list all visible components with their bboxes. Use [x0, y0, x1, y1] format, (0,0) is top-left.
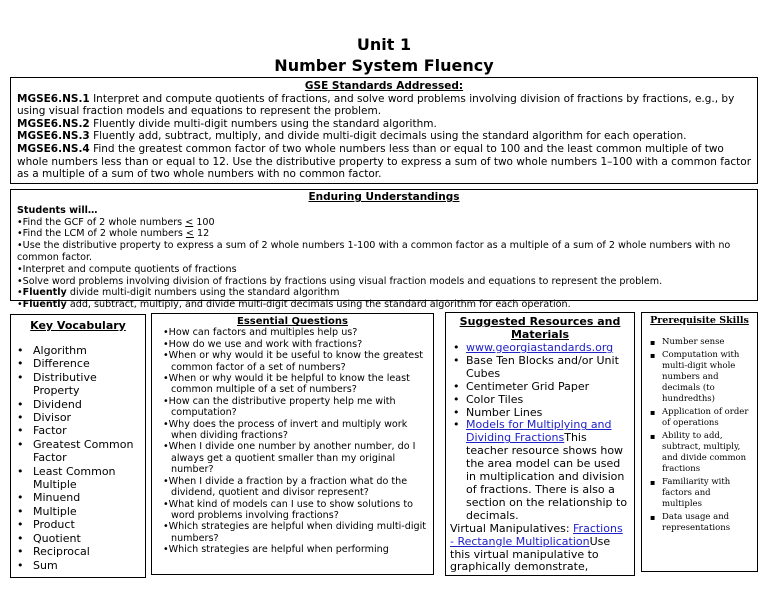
gse-standards-box	[10, 77, 758, 184]
prereq-item: ▪ Computation with multi-digit whole numbers and decimals (to hundredths)	[646, 350, 753, 405]
question-item: • When I divide a fraction by a fraction what do the dividend, quotient and divisor represent?	[157, 476, 428, 499]
standard-code: MGSE6.NS.3	[17, 130, 90, 143]
resource-item: • Centimeter Grid Paper	[450, 381, 630, 394]
prereq-item: ▪ Familiarity with factors and multiples	[646, 477, 753, 510]
prereq-list	[646, 337, 753, 534]
resources-list	[450, 342, 630, 574]
le-symbol: <	[185, 228, 194, 240]
vocab-item: • Divisor	[17, 411, 139, 424]
resource-item: • Color Tiles	[450, 394, 630, 407]
resource-item	[450, 342, 630, 355]
item-bold: Fluently	[22, 287, 67, 299]
vocab-item: • Dividend	[17, 398, 139, 411]
question-item: • How can factors and multiples help us?	[157, 327, 428, 338]
item-text: 100	[193, 216, 215, 228]
vocab-item: • Sum	[17, 559, 139, 572]
list-item: • Interpret and compute quotients of fractions	[17, 264, 751, 276]
list-item	[17, 228, 751, 240]
fractions-rectangle-link[interactable]: Fractions - Rectangle Multiplication	[450, 521, 623, 548]
standard-code: MGSE6.NS.1	[17, 92, 90, 105]
vocab-item: • Factor	[17, 424, 139, 437]
list-item	[17, 299, 751, 311]
question-item: • When or why would it be helpful to know the least common multiple of a set of numbers?	[157, 373, 428, 396]
essential-questions-box	[151, 313, 434, 575]
vocab-item: • Reciprocal	[17, 545, 139, 558]
item-text: Find the GCF of 2 whole numbers	[22, 216, 186, 228]
prereq-item: ▪ Ability to add, subtract, multiply, and divide common fractions	[646, 431, 753, 475]
georgiastandards-link[interactable]: www.georgiastandards.org	[466, 341, 614, 354]
vocab-item: • Product	[17, 518, 139, 531]
question-item: • When I divide one number by another number, do I always get a quotient smaller than my original number?	[157, 441, 428, 475]
resource-description: Use this virtual manipulative to graphically demonstrate,	[450, 534, 611, 574]
item-text: divide multi-digit numbers using the standard algorithm	[66, 287, 340, 299]
questions-list	[157, 327, 428, 555]
standard-ns2	[17, 118, 751, 131]
standard-code: MGSE6.NS.2	[17, 117, 90, 130]
question-item: • Which strategies are helpful when performing	[157, 544, 428, 555]
key-vocabulary-box	[10, 314, 146, 578]
virtual-manipulatives-label: Virtual Manipulatives:	[450, 521, 574, 535]
unit-title: Unit 1	[356, 35, 412, 54]
gse-heading: GSE Standards Addressed:	[304, 80, 464, 92]
enduring-understandings-box	[10, 189, 758, 311]
resource-item	[450, 419, 630, 522]
vocab-item: • Algorithm	[17, 344, 139, 357]
standard-text: Interpret and compute quotients of fractions, and solve word problems involving division of fractions by fractions, e.g., by using visual fraction models and equations to represent the problem.	[17, 92, 735, 118]
list-item	[17, 217, 751, 229]
question-item: • What kind of models can I use to show solutions to word problems involving fractions?	[157, 499, 428, 522]
standard-text: Find the greatest common factor of two whole numbers less than or equal to 100 and the least common multiple of two whole numbers less than or equal to 12. Use the distributive property to express a sum of two whole numbers 1–100 with a common factor as a multiple of a sum of two whole numbers with no common factor.	[17, 142, 752, 181]
vocab-item: • Quotient	[17, 532, 139, 545]
question-item: • Why does the process of invert and multiply work when dividing fractions?	[157, 419, 428, 442]
list-item: • Use the distributive property to express a sum of 2 whole numbers 1-100 with a common factor as a multiple of a sum of 2 whole numbers with no common factor.	[17, 240, 751, 264]
list-item	[17, 287, 751, 299]
vocab-item: • Least Common Multiple	[17, 465, 139, 492]
standard-text: Fluently divide multi-digit numbers using the standard algorithm.	[89, 117, 437, 130]
prerequisite-skills-box	[641, 312, 758, 572]
standard-ns3	[17, 130, 751, 143]
standard-code: MGSE6.NS.4	[17, 142, 90, 155]
resource-item: • Number Lines	[450, 407, 630, 420]
unit-subtitle: Number System Fluency	[274, 56, 494, 75]
vocab-item: • Difference	[17, 357, 139, 370]
vocab-list	[17, 344, 139, 572]
vocab-heading: Key Vocabulary	[30, 319, 126, 332]
item-bold: Fluently	[22, 299, 67, 311]
resources-heading: Suggested Resources and Materials	[459, 315, 621, 341]
resource-description: This teacher resource shows how the area model can be used in multiplication and division of fractions. There is also a section on the relationship to decimals.	[466, 431, 628, 522]
standard-ns4	[17, 143, 751, 181]
item-text: 12	[193, 228, 210, 240]
enduring-heading: Enduring Understandings	[308, 191, 460, 203]
le-symbol: <	[185, 216, 194, 228]
list-item: • Solve word problems involving division of fractions by fractions using visual fraction models and equations to represent the problem.	[17, 276, 751, 288]
vocab-item: • Distributive Property	[17, 371, 139, 398]
models-fractions-link[interactable]: Models for Multiplying and Dividing Fractions	[466, 418, 612, 445]
prereq-item: ▪ Number sense	[646, 337, 753, 348]
question-item: • How do we use and work with fractions?	[157, 339, 428, 350]
item-text: Find the LCM of 2 whole numbers	[22, 228, 186, 240]
question-item: • How can the distributive property help me with computation?	[157, 396, 428, 419]
prereq-heading: Prerequisite Skills	[650, 315, 749, 326]
standard-ns1	[17, 93, 751, 118]
vocab-item: • Minuend	[17, 491, 139, 504]
questions-heading: Essential Questions	[236, 316, 348, 327]
vocab-item: • Greatest Common Factor	[17, 438, 139, 465]
resources-box	[445, 312, 635, 576]
enduring-list	[17, 217, 751, 311]
item-text: add, subtract, multiply, and divide multi-digit decimals using the standard algorithm for each operation.	[66, 299, 571, 311]
resource-item	[450, 523, 630, 575]
question-item: • Which strategies are helpful when dividing multi-digit numbers?	[157, 521, 428, 544]
students-will-label: Students will…	[17, 204, 98, 216]
resource-item: • Base Ten Blocks and/or Unit Cubes	[450, 355, 630, 381]
question-item: • When or why would it be useful to know the greatest common factor of a set of numbers?	[157, 350, 428, 373]
standard-text: Fluently add, subtract, multiply, and divide multi-digit decimals using the standard algorithm for each operation.	[89, 130, 687, 143]
vocab-item: • Multiple	[17, 505, 139, 518]
prereq-item: ▪ Data usage and representations	[646, 512, 753, 534]
prereq-item: ▪ Application of order of operations	[646, 407, 753, 429]
